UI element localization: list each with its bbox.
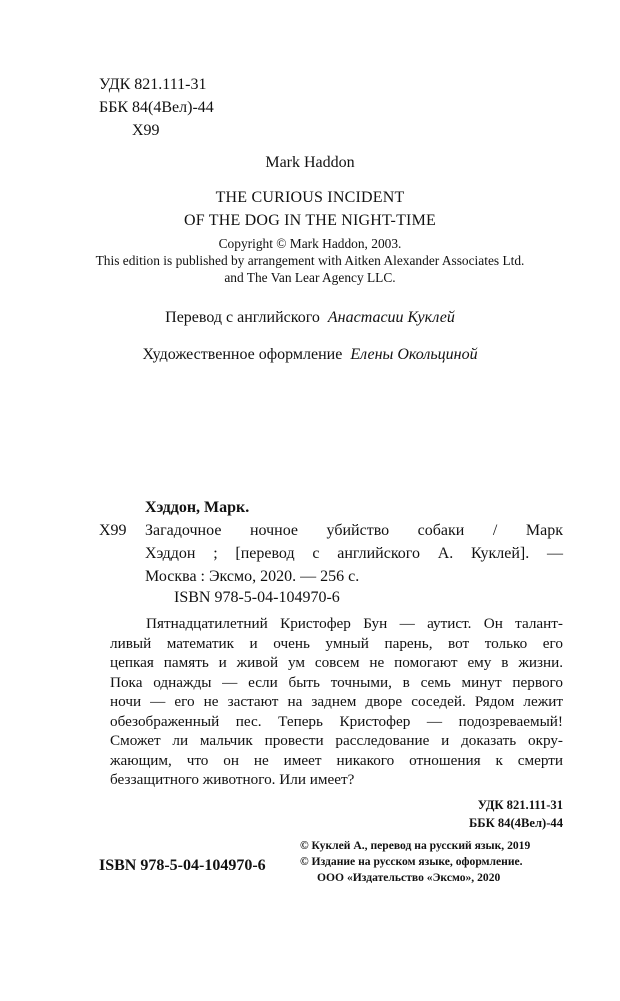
udk-code: УДК 821.111-31 [99,76,207,93]
catalog-sign: Х99 [99,522,127,539]
original-title-line2: OF THE DOG IN THE NIGHT-TIME [184,212,436,229]
annotation-line: цепкая память и живой ум совсем не помогают ему в жизни. [110,654,563,671]
annotation-line: Пятнадцатилетний Кристофер Бун — аутист. Он талант- [146,615,563,632]
catalog-isbn: ISBN 978-5-04-104970-6 [174,589,340,606]
edition-notice-line1: This edition is published by arrangement with Aitken Alexander Associates Ltd. [95,253,525,268]
copyright-publisher: ООО «Издательство «Эксмо», 2020 [317,871,501,884]
footer-isbn: ISBN 978-5-04-104970-6 [99,857,266,874]
annotation-line: Пока однажды — если быть точными, в семь минут первого [110,673,563,691]
translation-credit [0,309,620,327]
copyright-notice: Copyright © Mark Haddon, 2003. [218,236,402,251]
catalog-heading: Хэддон, Марк. [145,499,250,516]
original-title-line1: THE CURIOUS INCIDENT [215,189,405,206]
catalog-line1: Загадочное ночное убийство собаки / Марк [145,522,563,539]
bbk-code: ББК 84(4Вел)-44 [99,99,214,116]
annotation-line: ливый математик и очень умный парень, вот только его [110,634,563,652]
annotation-line: ночи — его не застают на заднем дворе соседей. Рядом лежит [110,693,563,710]
translation-label: Перевод с английского [165,309,320,326]
designer-name: Елены Окольциной [350,346,478,363]
catalog-description [145,521,563,587]
annotation-line: жающим, что он не имеет никакого отношения к смерти [110,751,563,769]
catalog-line2: Хэддон ; [перевод с английского А. Куклей]. — [145,545,563,562]
annotation-line: Сможет ли мальчик провести расследование и доказать окру- [110,732,563,749]
catalog-line3: Москва : Эксмо, 2020. — 256 с. [145,568,360,585]
bottom-bbk-code: ББК 84(4Вел)-44 [468,816,563,830]
copyright-edition: © Издание на русском языке, оформление. [300,855,523,868]
original-author: Mark Haddon [265,154,355,171]
annotation-line: обезображенный пес. Теперь Кристофер — подозреваемый! [110,712,563,730]
edition-notice-line2: and The Van Lear Agency LLC. [224,270,396,285]
design-label: Художественное оформление [142,346,343,363]
bottom-udk-code: УДК 821.111-31 [477,798,563,812]
copyright-translation: © Куклей А., перевод на русский язык, 2019 [300,839,531,852]
translator-name: Анастасии Куклей [327,309,455,326]
author-sign: Х99 [132,122,160,139]
annotation [110,614,563,790]
annotation-line: беззащитного животного. Или имеет? [110,771,355,788]
design-credit [0,346,620,364]
